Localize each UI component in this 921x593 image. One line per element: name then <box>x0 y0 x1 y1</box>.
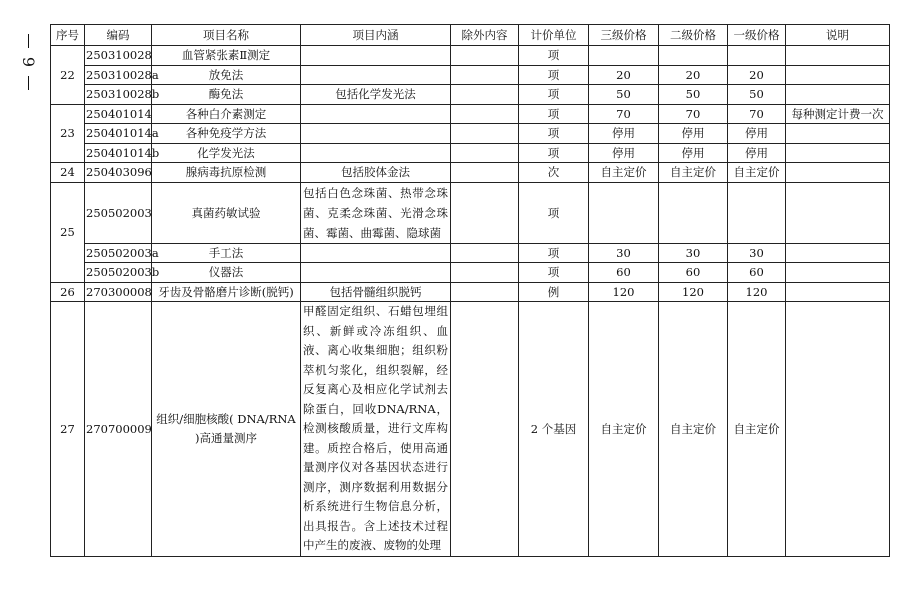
exclude-cell <box>451 124 519 144</box>
name-cell: 仪器法 <box>152 263 301 283</box>
header-content: 项目内涵 <box>301 25 451 46</box>
table-row <box>51 282 890 302</box>
seq-cell: 26 <box>51 282 85 302</box>
unit-cell: 项 <box>519 243 589 263</box>
table-row <box>51 163 890 183</box>
content-cell <box>301 65 451 85</box>
price1-cell: 70 <box>728 104 786 124</box>
note-cell <box>786 302 890 557</box>
price1-cell: 20 <box>728 65 786 85</box>
header-code: 编码 <box>85 25 152 46</box>
name-cell: 各种免疫学方法 <box>152 124 301 144</box>
name-cell: 化学发光法 <box>152 143 301 163</box>
code-cell: 250401014 <box>85 104 152 124</box>
table-row <box>51 65 890 85</box>
code-cell: 250401014a <box>85 124 152 144</box>
table-row <box>51 143 890 163</box>
name-cell: 手工法 <box>152 243 301 263</box>
exclude-cell <box>451 282 519 302</box>
code-cell: 250502003a <box>85 243 152 263</box>
header-seq: 序号 <box>51 25 85 46</box>
header-price-2: 二级价格 <box>659 25 728 46</box>
price1-cell: 120 <box>728 282 786 302</box>
exclude-cell <box>451 163 519 183</box>
unit-cell: 项 <box>519 182 589 243</box>
price2-cell <box>659 46 728 66</box>
exclude-cell <box>451 85 519 105</box>
unit-cell: 项 <box>519 263 589 283</box>
table-row <box>51 124 890 144</box>
content-cell: 包括白色念珠菌、热带念珠菌、克柔念珠菌、光滑念珠菌、霉菌、曲霉菌、隐球菌 <box>301 182 451 243</box>
note-cell <box>786 46 890 66</box>
content-cell <box>301 46 451 66</box>
name-cell: 各种白介素测定 <box>152 104 301 124</box>
header-unit: 计价单位 <box>519 25 589 46</box>
price1-cell: 30 <box>728 243 786 263</box>
exclude-cell <box>451 65 519 85</box>
header-note: 说明 <box>786 25 890 46</box>
header-price-1: 一级价格 <box>728 25 786 46</box>
exclude-cell <box>451 182 519 243</box>
price3-cell: 停用 <box>589 124 659 144</box>
table-row <box>51 46 890 66</box>
seq-cell: 22 <box>51 46 85 105</box>
price2-cell: 120 <box>659 282 728 302</box>
price3-cell: 70 <box>589 104 659 124</box>
note-cell <box>786 85 890 105</box>
name-cell: 真菌药敏试验 <box>152 182 301 243</box>
name-cell: 腺病毒抗原检测 <box>152 163 301 183</box>
content-cell <box>301 263 451 283</box>
unit-cell: 项 <box>519 65 589 85</box>
content-cell: 甲醛固定组织、石蜡包埋组织、新鲜或冷冻组织、血液、离心收集细胞；组织粉萃机匀浆化，组织裂解，经反复离心及相应化学试剂去除蛋白，回收DNA/RNA，检测核酸质量，进行文库构建。质控合格后，使用高通量测序仪对各基因状态进行测序，测序数据利用数据分析系统进行生物信息分析，出具报告。含上述技术过程中产生的废液、废物的处理 <box>301 302 451 557</box>
note-cell: 每种测定计费一次 <box>786 104 890 124</box>
exclude-cell <box>451 243 519 263</box>
unit-cell: 项 <box>519 124 589 144</box>
header-exclude: 除外内容 <box>451 25 519 46</box>
header-price-3: 三级价格 <box>589 25 659 46</box>
price3-cell: 自主定价 <box>589 302 659 557</box>
seq-cell: 25 <box>51 182 85 282</box>
price2-cell: 30 <box>659 243 728 263</box>
price2-cell: 自主定价 <box>659 163 728 183</box>
exclude-cell <box>451 104 519 124</box>
name-cell: 组织/细胞核酸( DNA/RNA )高通量测序 <box>152 302 301 557</box>
code-cell: 250502003 <box>85 182 152 243</box>
price3-cell: 停用 <box>589 143 659 163</box>
price1-cell: 50 <box>728 85 786 105</box>
price2-cell <box>659 182 728 243</box>
price2-cell: 停用 <box>659 124 728 144</box>
code-cell: 270700009 <box>85 302 152 557</box>
price1-cell <box>728 46 786 66</box>
price2-cell: 20 <box>659 65 728 85</box>
price3-cell <box>589 46 659 66</box>
table-row <box>51 182 890 243</box>
price1-cell: 停用 <box>728 143 786 163</box>
content-cell: 包括胶体金法 <box>301 163 451 183</box>
unit-cell: 项 <box>519 46 589 66</box>
content-cell <box>301 143 451 163</box>
content-cell <box>301 124 451 144</box>
code-cell: 250502003b <box>85 263 152 283</box>
note-cell <box>786 143 890 163</box>
exclude-cell <box>451 302 519 557</box>
unit-cell: 2 个基因 <box>519 302 589 557</box>
price2-cell: 自主定价 <box>659 302 728 557</box>
name-cell: 牙齿及骨骼磨片诊断(脱钙) <box>152 282 301 302</box>
content-cell: 包括化学发光法 <box>301 85 451 105</box>
code-cell: 250401014b <box>85 143 152 163</box>
code-cell: 270300008 <box>85 282 152 302</box>
note-cell <box>786 163 890 183</box>
table-row <box>51 85 890 105</box>
note-cell <box>786 124 890 144</box>
name-cell: 酶免法 <box>152 85 301 105</box>
seq-cell: 24 <box>51 163 85 183</box>
code-cell: 250403096 <box>85 163 152 183</box>
code-cell: 250310028 <box>85 46 152 66</box>
code-cell: 250310028a <box>85 65 152 85</box>
price-table <box>50 24 890 557</box>
code-cell: 250310028b <box>85 85 152 105</box>
note-cell <box>786 182 890 243</box>
price3-cell: 自主定价 <box>589 163 659 183</box>
table-row <box>51 243 890 263</box>
note-cell <box>786 263 890 283</box>
table-row <box>51 263 890 283</box>
unit-cell: 项 <box>519 104 589 124</box>
price1-cell: 自主定价 <box>728 163 786 183</box>
table-row <box>51 302 890 557</box>
name-cell: 血管紧张素Ⅱ测定 <box>152 46 301 66</box>
unit-cell: 项 <box>519 85 589 105</box>
content-cell <box>301 104 451 124</box>
price3-cell: 20 <box>589 65 659 85</box>
name-cell: 放免法 <box>152 65 301 85</box>
seq-cell: 23 <box>51 104 85 163</box>
unit-cell: 次 <box>519 163 589 183</box>
seq-cell: 27 <box>51 302 85 557</box>
header-row <box>51 25 890 46</box>
price1-cell: 停用 <box>728 124 786 144</box>
page-number: 9 <box>18 34 38 90</box>
note-cell <box>786 243 890 263</box>
price3-cell <box>589 182 659 243</box>
price3-cell: 60 <box>589 263 659 283</box>
content-cell <box>301 243 451 263</box>
price3-cell: 120 <box>589 282 659 302</box>
exclude-cell <box>451 263 519 283</box>
price1-cell: 60 <box>728 263 786 283</box>
content-cell: 包括骨髓组织脱钙 <box>301 282 451 302</box>
price3-cell: 30 <box>589 243 659 263</box>
price1-cell: 自主定价 <box>728 302 786 557</box>
exclude-cell <box>451 143 519 163</box>
price1-cell <box>728 182 786 243</box>
price2-cell: 停用 <box>659 143 728 163</box>
header-name: 项目名称 <box>152 25 301 46</box>
table-row <box>51 104 890 124</box>
exclude-cell <box>451 46 519 66</box>
unit-cell: 例 <box>519 282 589 302</box>
note-cell <box>786 282 890 302</box>
price2-cell: 60 <box>659 263 728 283</box>
price2-cell: 70 <box>659 104 728 124</box>
price2-cell: 50 <box>659 85 728 105</box>
price3-cell: 50 <box>589 85 659 105</box>
note-cell <box>786 65 890 85</box>
unit-cell: 项 <box>519 143 589 163</box>
